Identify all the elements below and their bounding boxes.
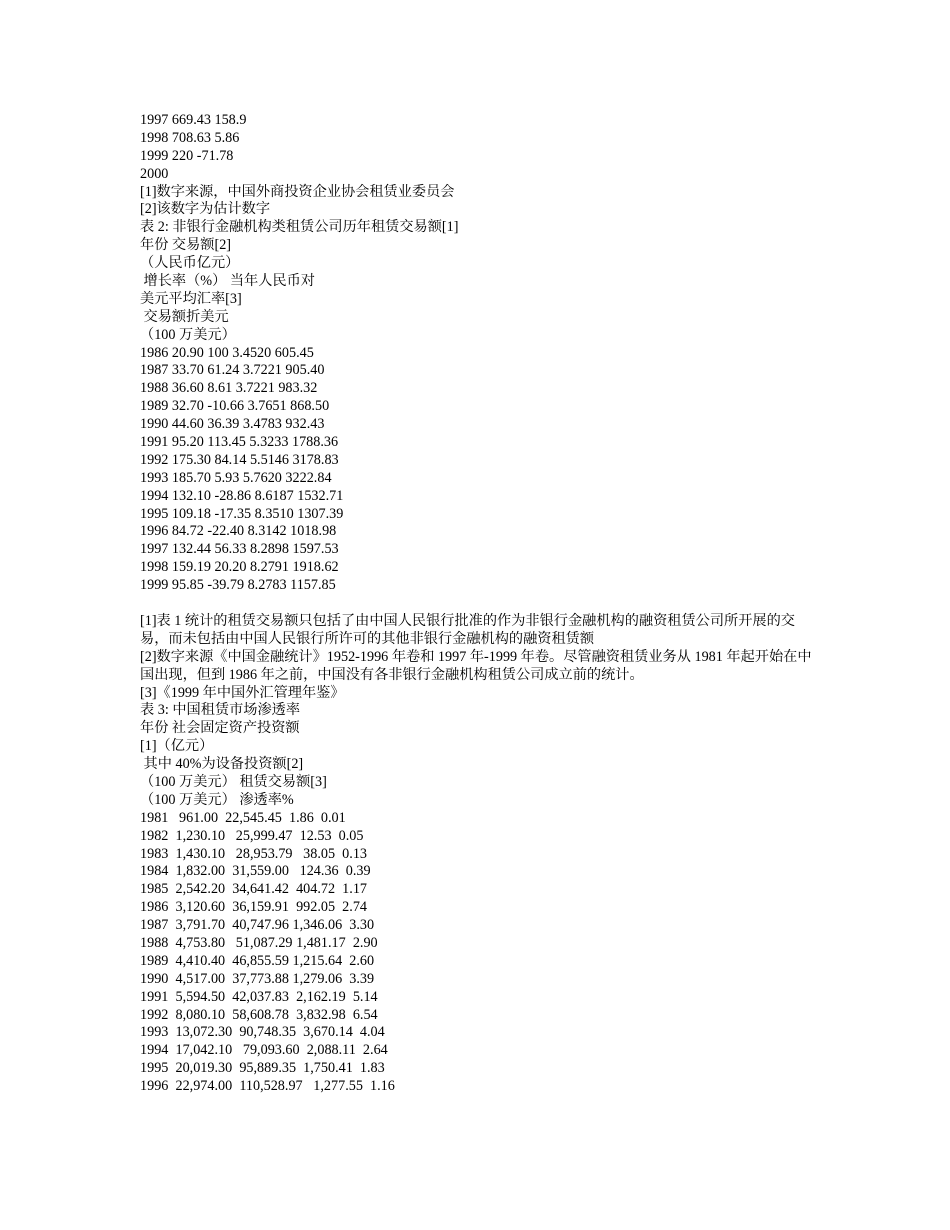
table2-header-line: 年份 交易额[2] bbox=[140, 237, 232, 254]
document-page bbox=[140, 112, 820, 1096]
table3-header-line: （100 万美元） 渗透率% bbox=[140, 791, 294, 808]
table3-row: 1985 2,542.20 34,641.42 404.72 1.17 bbox=[140, 881, 367, 898]
table2-header-line: （100 万美元） bbox=[140, 326, 236, 343]
table1-tail-section bbox=[140, 112, 820, 219]
table3-row: 1987 3,791.70 40,747.96 1,346.06 3.30 bbox=[140, 917, 375, 934]
table3-header-line: （100 万美元） 租赁交易额[3] bbox=[140, 774, 327, 791]
table3-header-line: 年份 社会固定资产投资额 bbox=[140, 720, 300, 737]
table2-note: [1]表 1 统计的租赁交易额只包括了由中国人民银行批准的作为非银行金融机构的融资租赁公司所开展的交易，而未包括由中国人民银行所许可的其他非银行金融机构的融资租赁额 bbox=[140, 612, 795, 647]
table3-row: 1986 3,120.60 36,159.91 992.05 2.74 bbox=[140, 899, 367, 916]
table2-note: [2]数字来源《中国金融统计》1952-1996 年卷和 1997 年-1999 年卷。尽管融资租赁业务从 1981 年起开始在中国出现，但到 1986 年之前，中国没有各非银行金融机构租赁公司成立前的统计。 bbox=[140, 648, 812, 683]
table3-title: 表 3: 中国租赁市场渗透率 bbox=[140, 702, 301, 719]
table3-row: 1990 4,517.00 37,773.88 1,279.06 3.39 bbox=[140, 970, 375, 987]
table3-row: 1982 1,230.10 25,999.47 12.53 0.05 bbox=[140, 827, 364, 844]
table3-header-line: 其中 40%为设备投资额[2] bbox=[140, 756, 304, 773]
table3-row: 1989 4,410.40 46,855.59 1,215.64 2.60 bbox=[140, 952, 375, 969]
table1-row: 1997 669.43 158.9 bbox=[140, 112, 247, 128]
table3-row: 1991 5,594.50 42,037.83 2,162.19 5.14 bbox=[140, 988, 378, 1005]
table2-row: 1991 95.20 113.45 5.3233 1788.36 bbox=[140, 434, 339, 451]
table2-header-line: 增长率（%） 当年人民币对 bbox=[140, 273, 315, 290]
table3-row: 1983 1,430.10 28,953.79 38.05 0.13 bbox=[140, 845, 367, 862]
table3-row: 1996 22,974.00 110,528.97 1,277.55 1.16 bbox=[140, 1078, 395, 1095]
table2-header-line: 交易额折美元 bbox=[140, 308, 229, 325]
table2-row: 1994 132.10 -28.86 8.6187 1532.71 bbox=[140, 487, 344, 504]
section-spacer bbox=[140, 595, 820, 613]
table1-row: 1998 708.63 5.86 bbox=[140, 129, 240, 146]
table3-row: 1993 13,072.30 90,748.35 3,670.14 4.04 bbox=[140, 1024, 385, 1041]
table1-row: 1999 220 -71.78 bbox=[140, 147, 234, 164]
table3-row: 1984 1,832.00 31,559.00 124.36 0.39 bbox=[140, 863, 371, 880]
table3-header-line: [1]（亿元） bbox=[140, 738, 214, 755]
table3-row: 1981 961.00 22,545.45 1.86 0.01 bbox=[140, 809, 346, 826]
table3-row: 1994 17,042.10 79,093.60 2,088.11 2.64 bbox=[140, 1042, 388, 1059]
table1-row: 2000 bbox=[140, 165, 169, 182]
table2-section bbox=[140, 219, 820, 702]
table2-row: 1996 84.72 -22.40 8.3142 1018.98 bbox=[140, 523, 337, 540]
table2-row: 1995 109.18 -17.35 8.3510 1307.39 bbox=[140, 505, 344, 522]
table2-note: [3]《1999 年中国外汇管理年鉴》 bbox=[140, 684, 345, 701]
table2-title: 表 2: 非银行金融机构类租赁公司历年租赁交易额[1] bbox=[140, 219, 459, 236]
table1-note: [2]该数字为估计数字 bbox=[140, 201, 271, 218]
table2-row: 1989 32.70 -10.66 3.7651 868.50 bbox=[140, 398, 330, 415]
table3-row: 1992 8,080.10 58,608.78 3,832.98 6.54 bbox=[140, 1006, 378, 1023]
table3-row: 1995 20,019.30 95,889.35 1,750.41 1.83 bbox=[140, 1060, 385, 1077]
table2-row: 1988 36.60 8.61 3.7221 983.32 bbox=[140, 380, 318, 397]
table2-header-line: （人民币亿元） bbox=[140, 255, 240, 272]
table2-row: 1998 159.19 20.20 8.2791 1918.62 bbox=[140, 559, 339, 576]
table1-note: [1]数字来源，中国外商投资企业协会租赁业委员会 bbox=[140, 183, 455, 200]
table2-row: 1990 44.60 36.39 3.4783 932.43 bbox=[140, 416, 325, 433]
table2-row: 1997 132.44 56.33 8.2898 1597.53 bbox=[140, 541, 339, 558]
table2-row: 1987 33.70 61.24 3.7221 905.40 bbox=[140, 362, 325, 379]
table2-header-line: 美元平均汇率[3] bbox=[140, 290, 242, 307]
table2-row: 1999 95.85 -39.79 8.2783 1157.85 bbox=[140, 577, 336, 594]
table3-row: 1988 4,753.80 51,087.29 1,481.17 2.90 bbox=[140, 935, 378, 952]
table2-row: 1993 185.70 5.93 5.7620 3222.84 bbox=[140, 469, 332, 486]
table2-row: 1992 175.30 84.14 5.5146 3178.83 bbox=[140, 451, 339, 468]
table2-row: 1986 20.90 100 3.4520 605.45 bbox=[140, 344, 314, 361]
table3-section bbox=[140, 702, 820, 1096]
